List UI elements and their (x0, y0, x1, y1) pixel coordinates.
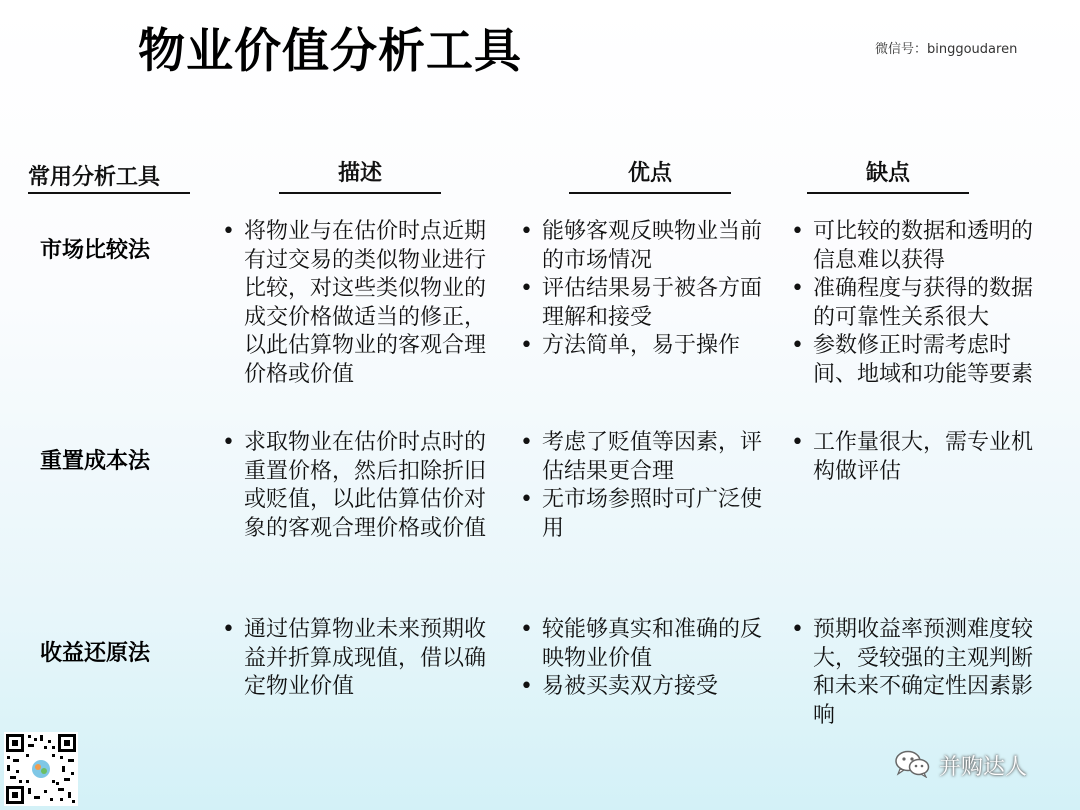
row-label-cost: 重置成本法 (40, 449, 151, 474)
list-item: • 无市场参照时可广泛使用 (518, 486, 768, 543)
brand-name: 并购达人 (939, 754, 1028, 780)
list-item: • 求取物业在估价时点时的重置价格，然后扣除折旧或贬值，以此估算估价对象的客观合理价格或价值 (220, 429, 490, 543)
row-cost-pros (518, 429, 768, 543)
list-item: • 易被买卖双方接受 (518, 673, 768, 702)
row-market-cons (789, 218, 1039, 389)
list-item: • 预期收益率预测难度较大，受较强的主观判断和未来不确定性因素影响 (789, 616, 1039, 730)
row-cost-cons (789, 429, 1039, 486)
row-label-income: 收益还原法 (40, 641, 151, 666)
list-item: • 通过估算物业未来预期收益并折算成现值，借以确定物业价值 (220, 616, 490, 702)
row-income-description (220, 616, 490, 702)
wechat-icon (893, 748, 931, 782)
row-label-market: 市场比较法 (40, 238, 151, 263)
list-item: • 能够客观反映物业当前的市场情况 (518, 218, 768, 275)
list-item: • 较能够真实和准确的反映物业价值 (518, 616, 768, 673)
list-item: • 考虑了贬值等因素，评估结果更合理 (518, 429, 768, 486)
row-market-description (220, 218, 490, 389)
list-item: • 参数修正时需考虑时间、地域和功能等要素 (789, 332, 1039, 389)
header-pros: 优点 (569, 156, 731, 194)
list-item: • 方法简单，易于操作 (518, 332, 768, 361)
qr-code-image (4, 732, 78, 806)
page-title: 物业价值分析工具 (138, 24, 522, 79)
header-cons: 缺点 (807, 156, 969, 194)
list-item: • 评估结果易于被各方面理解和接受 (518, 275, 768, 332)
list-item: • 将物业与在估价时点近期有过交易的类似物业进行比较，对这些类似物业的成交价格做适当的修正，以此估算物业的客观合理价格或价值 (220, 218, 490, 389)
header-tool: 常用分析工具 (28, 160, 190, 194)
wechat-id: 微信号：binggoudaren (875, 42, 1018, 57)
list-item: • 准确程度与获得的数据的可靠性关系很大 (789, 275, 1039, 332)
header-description: 描述 (279, 156, 441, 194)
list-item: • 工作量很大，需专业机构做评估 (789, 429, 1039, 486)
brand-watermark (893, 748, 1027, 782)
row-income-cons (789, 616, 1039, 730)
list-item: • 可比较的数据和透明的信息难以获得 (789, 218, 1039, 275)
row-income-pros (518, 616, 768, 702)
row-market-pros (518, 218, 768, 361)
row-cost-description (220, 429, 490, 543)
